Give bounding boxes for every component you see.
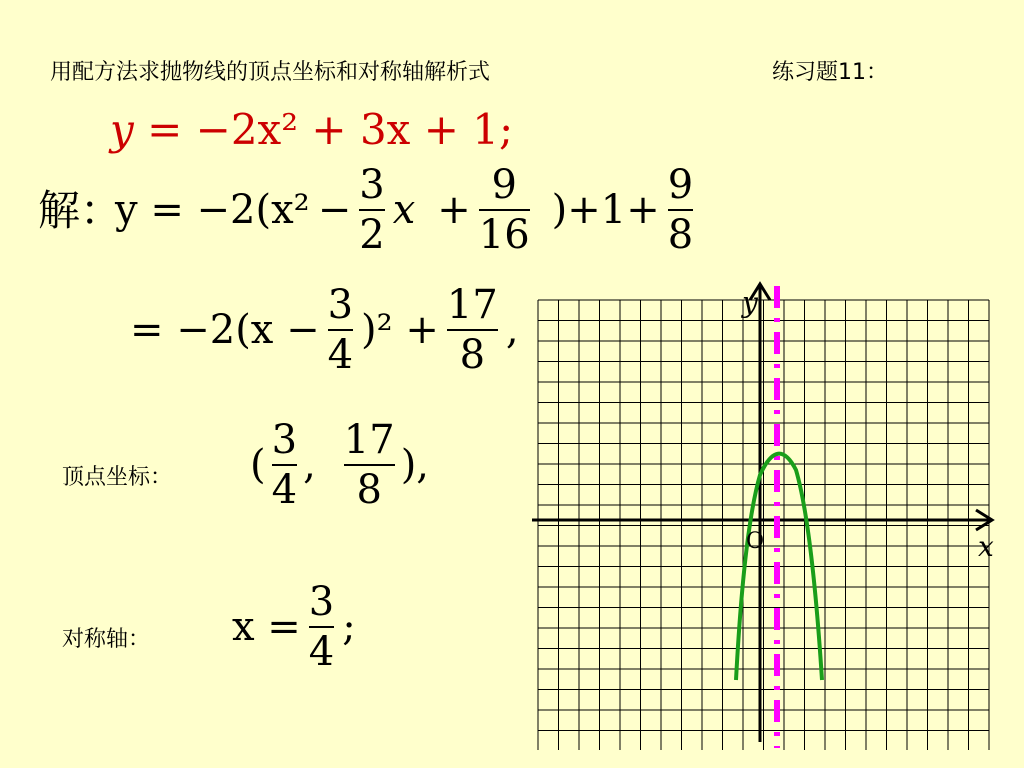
fraction-numerator: 17 (343, 417, 395, 463)
fraction-bar (447, 329, 498, 331)
step1-minus: − (317, 187, 352, 233)
fraction-denominator: 4 (271, 467, 298, 513)
axis-label: 对称轴： (62, 627, 151, 652)
vertex-open: ( (250, 442, 266, 488)
fraction-numerator: 3 (308, 579, 335, 625)
axis-fraction (308, 579, 335, 675)
problem-y: y (110, 105, 134, 154)
step2-comma: , (505, 307, 519, 353)
axis-end: ; (342, 604, 356, 650)
fraction-denominator: 16 (478, 212, 530, 258)
axis-equation (232, 579, 356, 675)
page-title: 用配方法求抛物线的顶点坐标和对称轴解析式 (50, 60, 491, 85)
fraction-bar (309, 626, 334, 628)
step2-close: )² + (361, 307, 439, 353)
grid-lines (538, 300, 989, 750)
fraction-numerator: 3 (327, 282, 354, 328)
step1-plus: + (437, 187, 471, 233)
axis-lhs: x = (232, 604, 301, 650)
step2-fraction-17-8 (446, 282, 498, 378)
fraction-denominator: 8 (667, 212, 694, 258)
step1-fraction-9-16 (478, 162, 530, 258)
fraction-bar (344, 464, 395, 466)
y-axis-label: y (742, 286, 758, 319)
fraction-bar (272, 464, 297, 466)
vertex-coordinates (250, 417, 430, 513)
fraction-numerator: 3 (271, 417, 298, 463)
step2-fraction-3-4 (327, 282, 354, 378)
step1-fraction-9-8 (667, 162, 694, 258)
vertex-sep: , (303, 442, 316, 488)
coordinate-graph (530, 280, 1000, 750)
problem-rhs: = −2x² + 3x + 1; (147, 105, 514, 154)
exercise-number: 练习题11： (772, 60, 888, 85)
origin-label: O (746, 529, 765, 554)
step1-lhs: y = −2(x² (115, 187, 310, 233)
solution-step-2 (130, 282, 519, 378)
vertex-label: 顶点坐标： (62, 465, 173, 490)
fraction-denominator: 8 (459, 332, 486, 378)
step1-fraction-3-2 (359, 162, 385, 258)
fraction-numerator: 3 (359, 162, 385, 208)
problem-equation (110, 105, 513, 154)
fraction-bar (479, 209, 530, 211)
vertex-close: ), (400, 442, 430, 488)
vertex-y-fraction (343, 417, 395, 513)
fraction-numerator: 9 (491, 162, 517, 208)
fraction-denominator: 4 (327, 332, 354, 378)
solution-step-1 (115, 162, 694, 258)
fraction-bar (668, 209, 693, 211)
step2-lhs: = −2(x − (130, 307, 320, 353)
solution-label: 解： (38, 186, 123, 235)
fraction-denominator: 2 (359, 212, 385, 258)
vertex-x-fraction (271, 417, 298, 513)
fraction-bar (328, 329, 353, 331)
fraction-numerator: 17 (446, 282, 498, 328)
fraction-denominator: 8 (356, 467, 382, 513)
fraction-denominator: 4 (308, 629, 335, 675)
step1-x: x (392, 187, 416, 233)
fraction-bar (359, 209, 384, 211)
x-axis-label: x (978, 530, 994, 563)
fraction-numerator: 9 (667, 162, 694, 208)
step1-close: )+1+ (551, 187, 660, 233)
